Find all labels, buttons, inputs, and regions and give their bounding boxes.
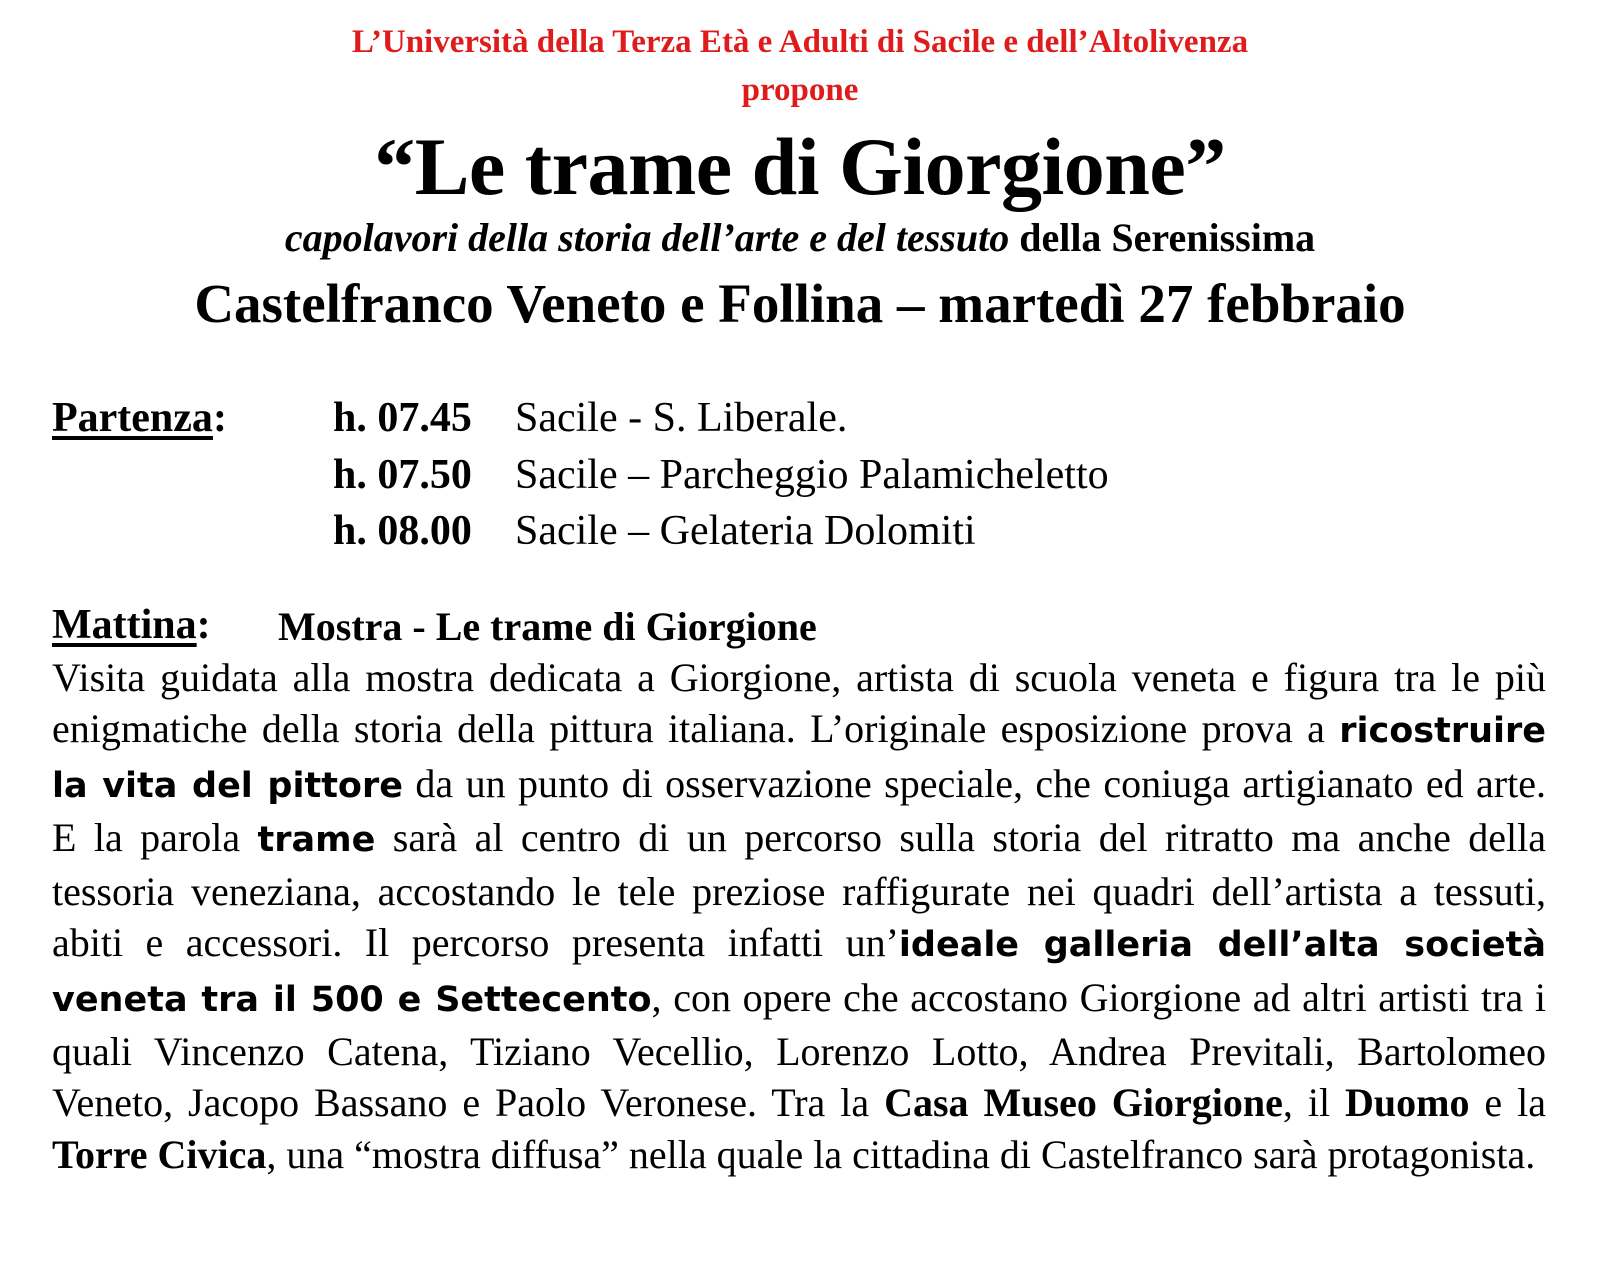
event-title: “Le trame di Giorgione” [374,121,1226,212]
departure-time: h. 07.50 [333,452,472,498]
mattina-heading: Mostra - Le trame di Giorgione [278,604,817,649]
desc-text: , con opere che accostano Giorgione ad altri artisti tra i quali Vincenzo Catena, Tiziano Vecellio, Lorenzo Lotto, Andrea Previtali, Bartolomeo Veneto, Jacopo Bassano e Paolo Veronese. Tra la [52,974,1546,1126]
partenza-colon: : [212,395,227,441]
departure-row [333,450,1109,500]
departure-row [333,506,976,556]
partenza-label [52,393,227,443]
departure-time: h. 08.00 [333,508,472,554]
desc-text: sarà al centro di un percorso sulla storia del ritratto ma anche della tessoria veneziana, accostando le tele preziose raffigurate nei quadri dell’artista a tessuti, abiti e accessori. Il percorso presenta infatti un’ [52,814,1546,966]
desc-bold: Casa Museo Giorgione [884,1080,1283,1126]
mattina-colon: : [196,602,211,648]
mattina-label-text: Mattina [52,602,197,648]
organizer-line: L’Università della Terza Età e Adulti di Sacile e dell’Altolivenza [351,24,1249,60]
desc-text: da un punto di osservazione speciale, che coniuga artigianato ed arte. E la parola [52,760,1546,860]
desc-bold: ricostruire la vita del pittore [52,711,1546,806]
desc-bold: Torre Civica [52,1131,267,1177]
subtitle-italic: capolavori della storia dell’arte e del tessuto [284,215,1010,260]
desc-text: e la [1469,1080,1546,1126]
mattina-description [52,652,1546,1180]
partenza-label-text: Partenza [52,395,213,441]
desc-text: Visita guidata alla mostra dedicata a Giorgione, artista di scuola veneta e figura tra le più enigmatiche della storia della pittura italiana. L’originale esposizione prova a [52,655,1546,752]
desc-text: , una “mostra diffusa” nella quale la cittadina di Castelfranco sarà protagonista. [266,1131,1536,1177]
mattina-label [52,600,211,650]
desc-bold: ideale galleria dell’alta società veneta tra il 500 e Settecento [52,925,1547,1020]
event-subtitle [0,214,1600,262]
departure-time: h. 07.45 [333,395,472,441]
desc-bold: Duomo [1345,1080,1470,1126]
desc-text: , il [1282,1080,1346,1126]
departure-place: Sacile - S. Liberale. [515,395,848,441]
subtitle-rest: della Serenissima [1009,215,1316,260]
departure-place: Sacile – Parcheggio Palamicheletto [515,452,1109,498]
place-date: Castelfranco Veneto e Follina – martedì 27 febbraio [194,273,1406,334]
desc-bold: trame [257,819,376,860]
departure-place: Sacile – Gelateria Dolomiti [515,508,976,554]
departure-row [333,393,847,443]
propone-line: propone [741,72,859,108]
